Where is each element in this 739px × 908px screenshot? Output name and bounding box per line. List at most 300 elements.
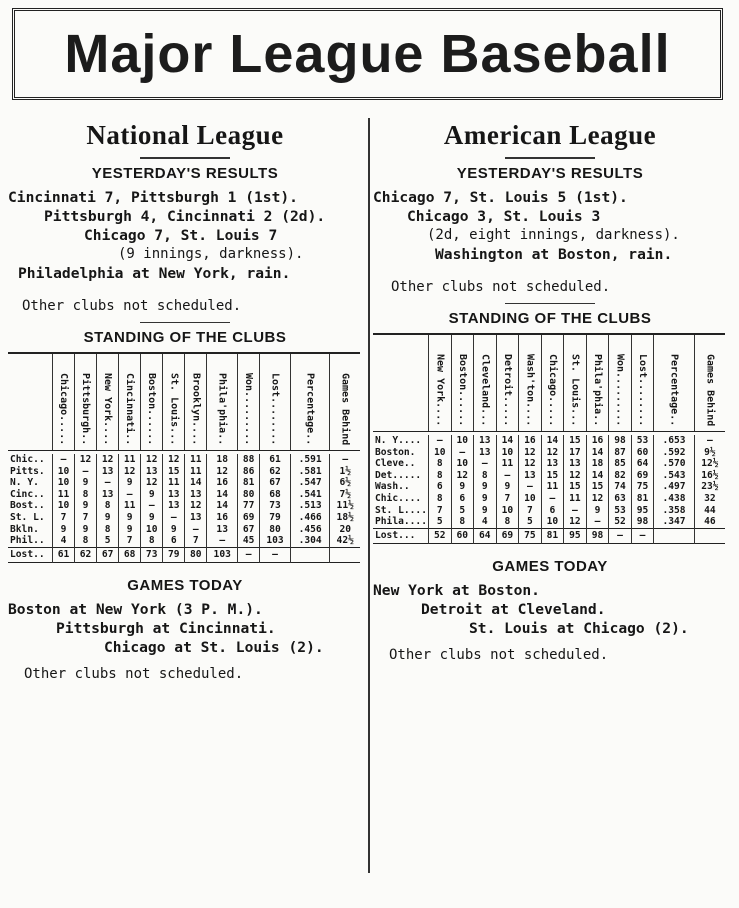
table-cell: 11 xyxy=(564,493,587,505)
table-cell: 9 xyxy=(163,524,185,536)
column-header-label: St. Louis... xyxy=(569,353,581,426)
column-header xyxy=(260,353,291,451)
table-row xyxy=(373,505,725,517)
table-cell: 14 xyxy=(496,435,519,447)
table-cell: 62 xyxy=(75,547,97,562)
column-header xyxy=(330,353,360,451)
table-cell: — xyxy=(260,547,291,562)
column-header-label: New York.... xyxy=(434,353,446,426)
table-cell: — xyxy=(519,481,542,493)
table-cell: 44 xyxy=(694,505,725,517)
table-cell: 11 xyxy=(185,466,207,478)
table-cell: 86 xyxy=(238,466,260,478)
table-cell: 9 xyxy=(53,524,75,536)
table-cell: .513 xyxy=(290,500,330,512)
table-cell: 80 xyxy=(185,547,207,562)
team-name: Wash.. xyxy=(375,481,410,493)
table-cell: .304 xyxy=(290,535,330,547)
table-cell: 13 xyxy=(97,466,119,478)
table-cell: 77 xyxy=(238,500,260,512)
column-header xyxy=(53,353,75,451)
table-cell: .547 xyxy=(290,477,330,489)
table-cell: 6 xyxy=(163,535,185,547)
league-title: National League xyxy=(86,120,284,150)
table-cell: .581 xyxy=(290,466,330,478)
table-cell: 95 xyxy=(631,505,654,517)
table-row xyxy=(8,547,360,562)
table-cell: 12 xyxy=(564,516,587,528)
table-cell: 60 xyxy=(631,447,654,459)
table-cell: .543 xyxy=(654,470,694,482)
table-cell: 8 xyxy=(75,489,97,501)
results-heading: YESTERDAY'S RESULTS xyxy=(91,164,279,182)
text-line: Washington at Boston, rain. xyxy=(435,245,673,263)
table-cell: — xyxy=(185,524,207,536)
table-cell: 11 xyxy=(541,481,564,493)
league-title: American League xyxy=(443,120,657,150)
table-cell: 7 xyxy=(75,512,97,524)
table-cell: 9½ xyxy=(694,447,725,459)
table-cell xyxy=(290,547,330,562)
column-header-label: Chicago..... xyxy=(546,353,558,426)
table-cell: 45 xyxy=(238,535,260,547)
table-cell: 13 xyxy=(564,458,587,470)
table-cell: 98 xyxy=(631,516,654,528)
table-cell: .591 xyxy=(290,454,330,466)
table-cell: 69 xyxy=(496,528,519,543)
table-cell: — xyxy=(428,435,451,447)
column-header xyxy=(163,353,185,451)
column-header xyxy=(428,334,451,432)
table-cell: 6 xyxy=(541,505,564,517)
table-cell: 64 xyxy=(474,528,497,543)
table-cell: 11 xyxy=(119,500,141,512)
table-cell: — xyxy=(97,477,119,489)
table-row xyxy=(373,447,725,459)
table-cell: 13 xyxy=(541,458,564,470)
table-cell: 68 xyxy=(260,489,291,501)
table-cell: 10 xyxy=(451,435,474,447)
table-cell: 7½ xyxy=(330,489,360,501)
table-cell: — xyxy=(586,516,609,528)
table-cell: — xyxy=(238,547,260,562)
table-cell: 95 xyxy=(564,528,587,543)
table-cell: 12 xyxy=(564,470,587,482)
table-row xyxy=(8,535,360,547)
table-cell: 68 xyxy=(119,547,141,562)
table-row xyxy=(373,481,725,493)
table-cell: 10 xyxy=(428,447,451,459)
table-cell: 9 xyxy=(474,481,497,493)
column-header-label: Games Behind xyxy=(704,353,716,426)
text-line: Chicago 7, St. Louis 5 (1st). xyxy=(373,188,628,206)
table-cell: 9 xyxy=(141,489,163,501)
table-cell: 9 xyxy=(586,505,609,517)
column-header xyxy=(609,334,632,432)
standings-table xyxy=(373,333,725,544)
table-cell: 6½ xyxy=(330,477,360,489)
column-header xyxy=(496,334,519,432)
text-line: Chicago at St. Louis (2). xyxy=(104,638,324,656)
table-cell: 8 xyxy=(451,516,474,528)
team-name: N. Y. xyxy=(10,477,39,489)
masthead-box xyxy=(12,8,723,100)
table-row xyxy=(373,516,725,528)
team-name: Phil.. xyxy=(10,535,45,547)
table-cell: — xyxy=(474,458,497,470)
team-name: N. Y.... xyxy=(375,435,422,446)
table-cell: 7 xyxy=(53,512,75,524)
column-header xyxy=(75,353,97,451)
table-cell: 18 xyxy=(586,458,609,470)
standing-heading: STANDING OF THE CLUBS xyxy=(448,310,652,327)
table-cell: 16 xyxy=(519,435,542,447)
table-cell: 12 xyxy=(586,493,609,505)
table-cell: .653 xyxy=(654,435,694,447)
table-cell: 52 xyxy=(609,516,632,528)
table-cell: 14 xyxy=(586,447,609,459)
table-cell: 7 xyxy=(519,505,542,517)
table-cell: .497 xyxy=(654,481,694,493)
table-cell xyxy=(694,528,725,543)
table-cell: 8 xyxy=(428,470,451,482)
table-cell: 98 xyxy=(609,435,632,447)
table-cell: 80 xyxy=(260,524,291,536)
section-rule xyxy=(505,303,595,305)
table-cell: 12 xyxy=(163,454,185,466)
column-header xyxy=(238,353,260,451)
table-cell: 9 xyxy=(119,524,141,536)
column-header-label: Games Behind xyxy=(339,372,351,445)
table-cell: — xyxy=(564,505,587,517)
table-cell: 9 xyxy=(451,481,474,493)
games-list xyxy=(373,581,727,638)
table-cell: 82 xyxy=(609,470,632,482)
team-name: Det..... xyxy=(375,469,422,481)
table-cell: 18 xyxy=(207,454,238,466)
table-cell: 9 xyxy=(119,477,141,489)
table-cell: 61 xyxy=(53,547,75,562)
table-cell xyxy=(330,547,360,562)
results-note: Other clubs not scheduled. xyxy=(22,297,242,314)
national-league-column xyxy=(8,110,362,750)
table-row xyxy=(8,477,360,489)
table-cell: 9 xyxy=(496,481,519,493)
table-cell: 75 xyxy=(519,528,542,543)
table-cell: — xyxy=(119,489,141,501)
table-cell: 81 xyxy=(238,477,260,489)
column-header xyxy=(631,334,654,432)
table-cell: 12 xyxy=(519,458,542,470)
column-header xyxy=(451,334,474,432)
table-cell: 11 xyxy=(119,454,141,466)
table-cell: .347 xyxy=(654,516,694,528)
table-cell: 14 xyxy=(586,470,609,482)
table-cell: 42½ xyxy=(330,535,360,547)
table-cell: 15 xyxy=(564,435,587,447)
table-cell: 12 xyxy=(119,466,141,478)
column-header-label: Won......... xyxy=(243,372,255,445)
table-cell: 20 xyxy=(330,524,360,536)
table-cell: 13 xyxy=(97,489,119,501)
table-cell: 61 xyxy=(260,454,291,466)
table-cell: 14 xyxy=(207,489,238,501)
table-cell: 12 xyxy=(207,466,238,478)
table-cell: — xyxy=(609,528,632,543)
team-name: Pitts. xyxy=(10,465,45,477)
table-cell: 74 xyxy=(609,481,632,493)
standing-heading: STANDING OF THE CLUBS xyxy=(83,329,287,346)
text-line: (2d, eight innings, darkness). xyxy=(427,226,680,243)
table-cell: 81 xyxy=(631,493,654,505)
column-header-label: Won......... xyxy=(614,353,626,426)
column-header xyxy=(519,334,542,432)
table-cell: 15 xyxy=(586,481,609,493)
column-header xyxy=(97,353,119,451)
column-header-label: St. Louis... xyxy=(168,372,180,445)
column-header-label: Brooklyn.... xyxy=(190,372,202,445)
table-cell: 9 xyxy=(474,493,497,505)
column-header-label: Lost........ xyxy=(269,372,281,445)
column-header xyxy=(541,334,564,432)
table-cell: 12 xyxy=(519,447,542,459)
column-header-label: New York.... xyxy=(102,372,114,445)
table-cell: 98 xyxy=(586,528,609,543)
table-cell: 7 xyxy=(428,505,451,517)
team-name: Chic.... xyxy=(375,492,422,504)
table-cell: 10 xyxy=(53,477,75,489)
table-cell: 9 xyxy=(75,500,97,512)
table-cell: 103 xyxy=(207,547,238,562)
table-cell: 62 xyxy=(260,466,291,478)
table-cell: 73 xyxy=(260,500,291,512)
table-cell: 9 xyxy=(474,505,497,517)
table-cell: 5 xyxy=(451,505,474,517)
table-row xyxy=(8,466,360,478)
table-row xyxy=(8,489,360,501)
table-cell: 67 xyxy=(260,477,291,489)
table-cell: 8 xyxy=(428,493,451,505)
table-cell: .466 xyxy=(290,512,330,524)
table-cell: 10 xyxy=(496,505,519,517)
table-cell: — xyxy=(330,454,360,466)
team-name: Lost... xyxy=(373,528,428,543)
games-list xyxy=(8,600,362,657)
table-cell: — xyxy=(163,512,185,524)
table-cell: 81 xyxy=(541,528,564,543)
table-cell: 10 xyxy=(141,524,163,536)
team-name: Boston. xyxy=(375,446,416,458)
table-cell: 13 xyxy=(163,489,185,501)
results-heading: YESTERDAY'S RESULTS xyxy=(456,164,644,182)
table-cell: — xyxy=(631,528,654,543)
column-header-label: Cincinnati.. xyxy=(124,372,136,445)
team-name: Cleve.. xyxy=(375,458,416,470)
games-note: Other clubs not scheduled. xyxy=(389,646,609,663)
table-cell: 9 xyxy=(97,512,119,524)
table-cell: 11 xyxy=(185,454,207,466)
column-header xyxy=(141,353,163,451)
table-cell: — xyxy=(451,447,474,459)
table-cell xyxy=(654,528,694,543)
table-cell: 23½ xyxy=(694,481,725,493)
page-title: Major League Baseball xyxy=(64,24,671,84)
table-cell: 13 xyxy=(474,435,497,447)
table-cell: 63 xyxy=(609,493,632,505)
table-cell: 8 xyxy=(496,516,519,528)
text-line: (9 innings, darkness). xyxy=(118,245,304,262)
text-line: New York at Boston. xyxy=(373,581,540,599)
table-cell: 1½ xyxy=(330,466,360,478)
table-cell: 79 xyxy=(163,547,185,562)
table-cell: 10 xyxy=(451,458,474,470)
table-cell: 52 xyxy=(428,528,451,543)
table-cell: 12 xyxy=(141,477,163,489)
table-cell: 13 xyxy=(185,512,207,524)
table-cell: 9 xyxy=(75,524,97,536)
table-cell: 11 xyxy=(496,458,519,470)
table-cell: — xyxy=(207,535,238,547)
table-cell: 11½ xyxy=(330,500,360,512)
table-cell: 75 xyxy=(631,481,654,493)
table-cell: 80 xyxy=(238,489,260,501)
table-cell: 46 xyxy=(694,516,725,528)
table-cell: 7 xyxy=(496,493,519,505)
table-cell: 9 xyxy=(141,512,163,524)
table-cell: 10 xyxy=(519,493,542,505)
table-row xyxy=(373,435,725,447)
team-name: Bkln. xyxy=(10,523,39,535)
text-line: Chicago 3, St. Louis 3 xyxy=(407,207,601,225)
column-header xyxy=(564,334,587,432)
table-cell: 14 xyxy=(185,477,207,489)
text-line: Philadelphia at New York, rain. xyxy=(18,264,291,282)
table-cell: 18½ xyxy=(330,512,360,524)
table-cell: 7 xyxy=(119,535,141,547)
table-cell: 16 xyxy=(207,477,238,489)
table-cell: 69 xyxy=(631,470,654,482)
table-cell: 4 xyxy=(474,516,497,528)
column-header-label: Detroit..... xyxy=(501,353,513,426)
text-line: St. Louis at Chicago (2). xyxy=(469,619,689,637)
table-cell: 13 xyxy=(163,500,185,512)
table-cell: 10 xyxy=(496,447,519,459)
table-cell: 87 xyxy=(609,447,632,459)
table-cell: 15 xyxy=(541,470,564,482)
table-cell: 12 xyxy=(97,454,119,466)
table-row xyxy=(373,458,725,470)
team-column-header xyxy=(373,334,428,432)
table-cell: 9 xyxy=(119,512,141,524)
table-cell: 13 xyxy=(141,466,163,478)
table-cell: 69 xyxy=(238,512,260,524)
table-cell: 15 xyxy=(163,466,185,478)
title-rule xyxy=(140,157,230,159)
team-name: Cinc.. xyxy=(10,488,45,500)
team-column-header xyxy=(8,353,53,451)
column-header-label: Lost........ xyxy=(637,353,649,426)
text-line: Detroit at Cleveland. xyxy=(421,600,606,618)
table-cell: 4 xyxy=(53,535,75,547)
table-cell: 85 xyxy=(609,458,632,470)
table-cell: 67 xyxy=(97,547,119,562)
column-header xyxy=(207,353,238,451)
table-cell: 8 xyxy=(474,470,497,482)
column-header xyxy=(586,334,609,432)
text-line: Cincinnati 7, Pittsburgh 1 (1st). xyxy=(8,188,298,206)
table-cell: 11 xyxy=(53,489,75,501)
column-header-label: Percentage.. xyxy=(668,353,680,426)
table-cell: .541 xyxy=(290,489,330,501)
team-name: Lost.. xyxy=(8,547,53,562)
title-rule xyxy=(505,157,595,159)
table-row xyxy=(8,524,360,536)
team-name: Phila.... xyxy=(375,516,427,528)
table-cell: 8 xyxy=(141,535,163,547)
table-row xyxy=(373,528,725,543)
table-cell: 12½ xyxy=(694,458,725,470)
table-cell: 53 xyxy=(609,505,632,517)
table-cell: 12 xyxy=(185,500,207,512)
results-list xyxy=(373,188,727,264)
column-header xyxy=(654,334,694,432)
text-line: Pittsburgh 4, Cincinnati 2 (2d). xyxy=(44,207,326,225)
table-cell: 10 xyxy=(53,466,75,478)
table-cell: .570 xyxy=(654,458,694,470)
table-cell: — xyxy=(75,466,97,478)
standings-table xyxy=(8,352,360,563)
table-cell: 15 xyxy=(564,481,587,493)
column-header xyxy=(290,353,330,451)
table-cell: 5 xyxy=(428,516,451,528)
column-header xyxy=(185,353,207,451)
table-cell: 6 xyxy=(428,481,451,493)
table-cell: 88 xyxy=(238,454,260,466)
text-line: Pittsburgh at Cincinnati. xyxy=(56,619,276,637)
team-name: St. L. xyxy=(10,511,45,523)
table-cell: 12 xyxy=(141,454,163,466)
table-cell: .592 xyxy=(654,447,694,459)
column-header-label: Percentage.. xyxy=(304,372,316,445)
results-list xyxy=(8,188,362,283)
column-header-label: Boston...... xyxy=(146,372,158,445)
table-cell: 8 xyxy=(97,524,119,536)
column-header-label: Pittsburgh.. xyxy=(80,372,92,445)
table-cell: — xyxy=(496,470,519,482)
table-cell: 14 xyxy=(207,500,238,512)
table-cell: 5 xyxy=(97,535,119,547)
table-cell: 11 xyxy=(163,477,185,489)
table-cell: 64 xyxy=(631,458,654,470)
table-cell: 53 xyxy=(631,435,654,447)
table-cell: — xyxy=(694,435,725,447)
table-cell: 10 xyxy=(541,516,564,528)
team-name: St. L.... xyxy=(375,504,427,516)
column-header-label: Boston...... xyxy=(456,353,468,426)
table-cell: 8 xyxy=(75,535,97,547)
table-cell: 6 xyxy=(451,493,474,505)
table-cell: 5 xyxy=(519,516,542,528)
column-header xyxy=(474,334,497,432)
table-cell: 67 xyxy=(238,524,260,536)
table-cell: 60 xyxy=(451,528,474,543)
column-header-label: Wash'ton.... xyxy=(524,353,536,426)
section-rule xyxy=(140,322,230,324)
team-name: Chic.. xyxy=(10,454,45,465)
table-cell: 73 xyxy=(141,547,163,562)
table-cell: 10 xyxy=(53,500,75,512)
table-cell: 13 xyxy=(519,470,542,482)
